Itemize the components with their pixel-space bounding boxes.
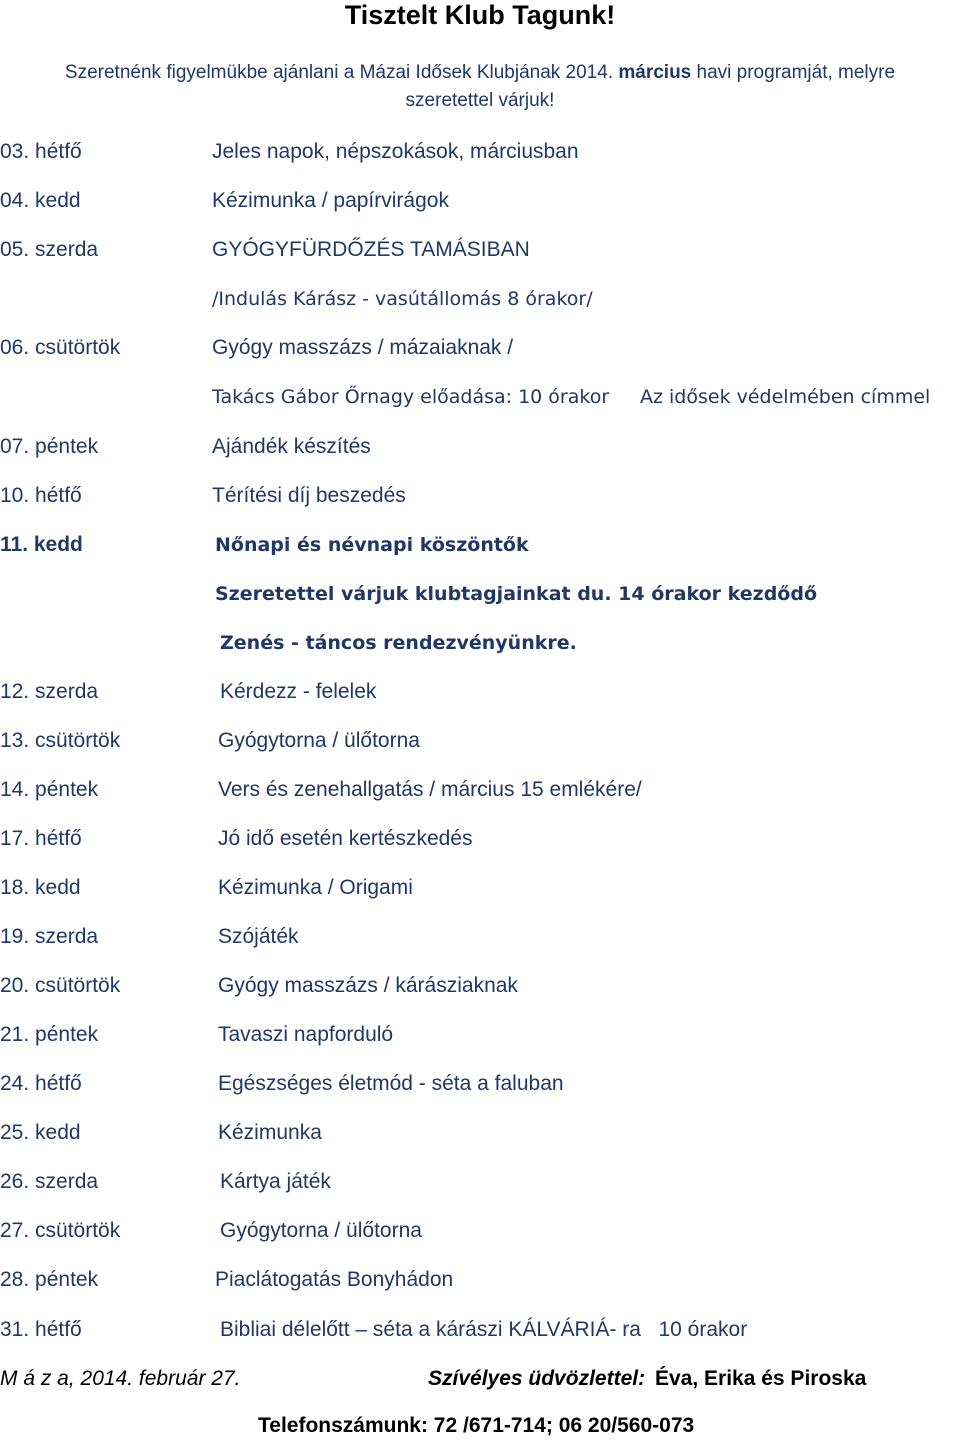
day-24: 24. hétfő bbox=[0, 1072, 82, 1095]
note-06-title: Az idősek védelmében címmel bbox=[640, 386, 931, 408]
activity-10: Térítési díj beszedés bbox=[212, 484, 406, 507]
activity-28: Piaclátogatás Bonyhádon bbox=[215, 1268, 454, 1291]
intro-text-2: havi programját, melyre bbox=[696, 62, 896, 83]
activity-07: Ajándék készítés bbox=[212, 435, 371, 458]
day-21: 21. péntek bbox=[0, 1023, 99, 1046]
day-14: 14. péntek bbox=[0, 778, 99, 801]
day-31: 31. hétfő bbox=[0, 1318, 82, 1341]
day-13: 13. csütörtök bbox=[0, 729, 121, 752]
day-17: 17. hétfő bbox=[0, 827, 82, 850]
activity-05: GYÓGYFÜRDŐZÉS TAMÁSIBAN bbox=[212, 238, 530, 261]
day-07: 07. péntek bbox=[0, 435, 99, 458]
activity-04: Kézimunka / papírvirágok bbox=[212, 189, 449, 212]
day-27: 27. csütörtök bbox=[0, 1219, 121, 1242]
day-06: 06. csütörtök bbox=[0, 336, 121, 359]
activity-26: Kártya játék bbox=[220, 1170, 331, 1193]
activity-27: Gyógytorna / ülőtorna bbox=[220, 1219, 422, 1242]
activity-17: Jó idő esetén kertészkedés bbox=[218, 827, 473, 850]
day-18: 18. kedd bbox=[0, 876, 81, 899]
activity-03: Jeles napok, népszokások, márciusban bbox=[212, 140, 579, 163]
activity-11: Nőnapi és névnapi köszöntők bbox=[215, 534, 529, 556]
intro-text-1: Szeretnénk figyelmükbe ajánlani a Mázai Idősek Klubjának 2014. bbox=[64, 62, 614, 83]
day-04: 04. kedd bbox=[0, 189, 81, 212]
day-03: 03. hétfő bbox=[0, 140, 82, 163]
activity-20: Gyógy masszázs / kárásziaknak bbox=[218, 974, 518, 997]
activity-14: Vers és zenehallgatás / március 15 emlékére/ bbox=[218, 778, 642, 801]
activity-12: Kérdezz - felelek bbox=[220, 680, 377, 703]
day-20: 20. csütörtök bbox=[0, 974, 121, 997]
activity-24: Egészséges életmód - séta a faluban bbox=[218, 1072, 564, 1095]
place-date: M á z a, 2014. február 27. bbox=[0, 1367, 241, 1390]
note-06: Takács Gábor Őrnagy előadása: 10 órakor bbox=[212, 386, 610, 408]
intro-month: március bbox=[618, 62, 692, 83]
activity-13: Gyógytorna / ülőtorna bbox=[218, 729, 420, 752]
day-25: 25. kedd bbox=[0, 1121, 81, 1144]
intro-line-2: szeretettel várjuk! bbox=[405, 90, 555, 111]
activity-25: Kézimunka bbox=[218, 1121, 322, 1144]
activity-18: Kézimunka / Origami bbox=[218, 876, 413, 899]
activity-21: Tavaszi napforduló bbox=[218, 1023, 394, 1046]
day-05: 05. szerda bbox=[0, 238, 99, 261]
day-26: 26. szerda bbox=[0, 1170, 99, 1193]
day-19: 19. szerda bbox=[0, 925, 99, 948]
activity-06: Gyógy masszázs / mázaiaknak / bbox=[212, 336, 514, 359]
day-28: 28. péntek bbox=[0, 1268, 99, 1291]
day-12: 12. szerda bbox=[0, 680, 99, 703]
activity-31: Bibliai délelőtt – séta a kárászi KÁLVÁRIÁ- ra 10 órakor bbox=[220, 1318, 748, 1341]
signers: Éva, Erika és Piroska bbox=[655, 1367, 867, 1390]
activity-19: Szójáték bbox=[218, 925, 299, 948]
day-10: 10. hétfő bbox=[0, 484, 82, 507]
greeting-label: Szívélyes üdvözlettel: bbox=[428, 1367, 646, 1390]
note-11-event: Zenés - táncos rendezvényünkre. bbox=[220, 632, 577, 654]
note-11: Szeretettel várjuk klubtagjainkat du. 14 órakor kezdődő bbox=[215, 583, 818, 605]
intro-line-1 bbox=[0, 62, 960, 84]
day-11: 11. kedd bbox=[0, 533, 83, 556]
page-title: Tisztelt Klub Tagunk! bbox=[344, 0, 616, 30]
phone-number: Telefonszámunk: 72 /671-714; 06 20/560-073 bbox=[258, 1414, 695, 1437]
note-05: /Indulás Kárász - vasútállomás 8 órakor/ bbox=[212, 288, 593, 310]
